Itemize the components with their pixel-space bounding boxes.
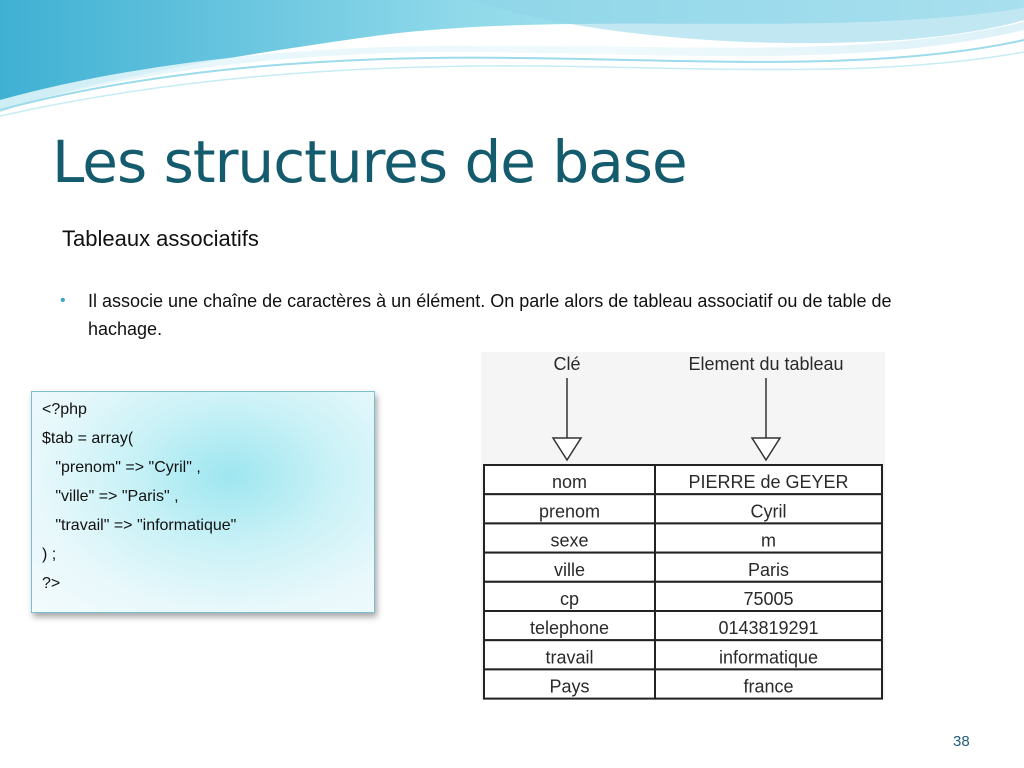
code-line: ) ;	[42, 546, 57, 563]
code-line: "ville" => "Paris" ,	[42, 488, 179, 505]
bullet-icon: •	[60, 292, 66, 309]
slide-subtitle: Tableaux associatifs	[62, 226, 259, 251]
row-key: telephone	[529, 618, 610, 639]
bullet-item	[60, 287, 960, 343]
code-line: ?>	[42, 575, 61, 592]
table-row	[484, 465, 882, 494]
page-number: 38	[953, 733, 970, 750]
row-key: prenom	[538, 501, 601, 522]
table-row	[484, 523, 882, 552]
row-key: Pays	[549, 676, 590, 697]
php-code-box	[31, 391, 375, 613]
table-row	[484, 611, 882, 640]
key-column-header: Clé	[553, 354, 581, 374]
associative-array-diagram	[481, 352, 885, 700]
row-value: informatique	[718, 647, 819, 668]
row-key: ville	[553, 559, 586, 580]
bullet-text: Il associe une chaîne de caractères à un élément. On parle alors de tableau associatif ou de table de hachage.	[88, 291, 892, 339]
row-value: PIERRE de GEYER	[688, 472, 849, 493]
table-row	[484, 640, 882, 669]
row-value: Paris	[747, 559, 790, 580]
slide-title: Les structures de base	[52, 128, 687, 196]
table-row	[484, 669, 882, 698]
row-key: travail	[545, 647, 594, 668]
code-line: $tab = array(	[42, 430, 134, 447]
code-line: <?php	[42, 401, 87, 418]
code-line: "prenom" => "Cyril" ,	[42, 459, 201, 476]
code-line: "travail" => "informatique"	[42, 517, 237, 534]
row-value: m	[761, 530, 776, 551]
row-value: 0143819291	[718, 618, 819, 639]
hash-table	[484, 465, 882, 699]
row-value: france	[743, 676, 794, 697]
table-row	[484, 582, 882, 611]
table-row	[484, 553, 882, 582]
row-key: sexe	[550, 530, 589, 551]
row-key: cp	[559, 589, 580, 609]
value-column-header: Element du tableau	[688, 354, 844, 374]
row-value: Cyril	[750, 501, 787, 522]
row-key: nom	[551, 472, 588, 493]
table-row	[484, 494, 882, 523]
header-wave-decoration	[0, 0, 1024, 130]
row-value: 75005	[743, 589, 794, 609]
